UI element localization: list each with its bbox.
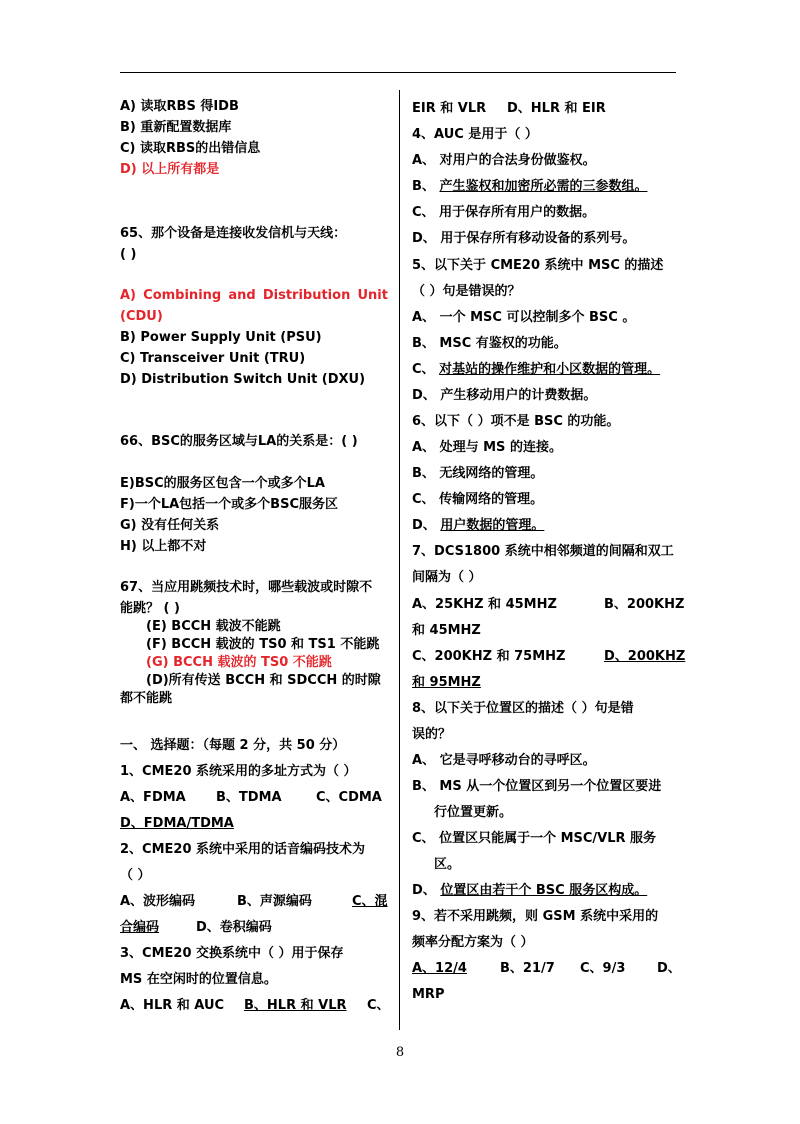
- column-divider: [399, 90, 400, 1030]
- s8-option-c-cont: 区。: [434, 857, 461, 872]
- s4-option-b: B、 产生鉴权和加密所必需的三参数组。: [412, 179, 648, 194]
- q65-option-a: A) Combining and Distribution Unit: [120, 288, 388, 303]
- s1-option-a: A、FDMA: [120, 790, 186, 805]
- q67-option-d: (D)所有传送 BCCH 和 SDCCH 的时隙: [146, 673, 381, 688]
- s3-title: 3、CME20 交换系统中（ ）用于保存: [120, 946, 344, 961]
- s9-title: 9、若不采用跳频，则 GSM 系统中采用的: [412, 909, 659, 924]
- q64-option-c: C) 读取RBS的出错信息: [120, 141, 261, 156]
- page-number: 8: [395, 1045, 405, 1060]
- s5-option-b: B、 MSC 有鉴权的功能。: [412, 336, 567, 351]
- q65-title-cont: ( ): [120, 247, 137, 262]
- s9-option-a: A、12/4: [412, 961, 467, 976]
- s9-option-d-cont: MRP: [412, 987, 445, 1002]
- s7-option-b: B、200KHZ: [604, 597, 685, 612]
- q65-option-b: B) Power Supply Unit (PSU): [120, 330, 322, 345]
- q65-option-c: C) Transceiver Unit (TRU): [120, 351, 306, 366]
- s6-option-c: C、 传输网络的管理。: [412, 492, 544, 507]
- s1-option-c: C、CDMA: [316, 790, 382, 805]
- s5-option-c: C、 对基站的操作维护和小区数据的管理。: [412, 362, 661, 377]
- s7-title-cont: 间隔为（ ）: [412, 570, 482, 585]
- s4-option-d: D、 用于保存所有移动设备的系列号。: [412, 231, 636, 246]
- s2-title: 2、CME20 系统中采用的话音编码技术为: [120, 842, 366, 857]
- s7-option-c: C、200KHZ 和 75MHZ: [412, 649, 566, 664]
- s2-option-c: C、混: [352, 894, 388, 909]
- s1-option-d: D、FDMA/TDMA: [120, 816, 234, 831]
- s3-title-cont: MS 在空闲时的位置信息。: [120, 972, 277, 987]
- s7-option-a: A、25KHZ 和 45MHZ: [412, 597, 557, 612]
- s2-option-a: A、波形编码: [120, 894, 196, 909]
- s5-option-a: A、 一个 MSC 可以控制多个 BSC 。: [412, 310, 636, 325]
- s2-option-b: B、声源编码: [237, 894, 312, 909]
- s9-option-b: B、21/7: [500, 961, 555, 976]
- s8-option-c: C、 位置区只能属于一个 MSC/VLR 服务: [412, 831, 657, 846]
- s6-title: 6、以下（ ）项不是 BSC 的功能。: [412, 414, 620, 429]
- q64-option-b: B) 重新配置数据库: [120, 120, 232, 135]
- q65-option-a-cont: (CDU): [120, 309, 163, 324]
- s8-option-b: B、 MS 从一个位置区到另一个位置区要进: [412, 779, 662, 794]
- s9-option-d: D、: [657, 961, 681, 976]
- s8-title: 8、以下关于位置区的描述（ ）句是错: [412, 701, 634, 716]
- q64-option-a: A) 读取RBS 得IDB: [120, 99, 239, 114]
- section-title: 一、 选择题：（每题 2 分，共 50 分）: [120, 738, 346, 753]
- s7-option-b-cont: 和 45MHZ: [412, 623, 481, 638]
- s6-option-b: B、 无线网络的管理。: [412, 466, 544, 481]
- q66-option-f: F)一个LA包括一个或多个BSC服务区: [120, 497, 338, 512]
- q66-option-e: E)BSC的服务区包含一个或多个LA: [120, 476, 325, 491]
- s9-title-cont: 频率分配方案为（ ）: [412, 935, 534, 950]
- s6-option-d: D、 用户数据的管理。: [412, 518, 545, 533]
- s4-option-c: C、 用于保存所有用户的数据。: [412, 205, 596, 220]
- header-rule: [120, 72, 676, 73]
- q65-option-d: D) Distribution Switch Unit (DXU): [120, 372, 366, 387]
- s3-option-d: D、HLR 和 EIR: [507, 101, 606, 116]
- s5-title-cont: （ ）句是错误的？: [412, 284, 521, 299]
- s1-option-b: B、TDMA: [216, 790, 282, 805]
- s3-option-a: A、HLR 和 AUC: [120, 998, 225, 1013]
- q66-title: 66、BSC的服务区域与LA的关系是：( ): [120, 434, 358, 449]
- s1-title: 1、CME20 系统采用的多址方式为（ ）: [120, 764, 357, 779]
- q67-option-g: (G) BCCH 载波的 TS0 不能跳: [146, 655, 332, 670]
- q67-title-cont: 能跳？ ( ): [120, 601, 180, 616]
- s8-title-cont: 误的？: [412, 727, 452, 742]
- s3-option-b: B、HLR 和 VLR: [244, 998, 347, 1013]
- s2-title-cont: （ ）: [120, 868, 151, 883]
- s2-option-d: D、卷积编码: [196, 920, 272, 935]
- s8-option-a: A、 它是寻呼移动台的寻呼区。: [412, 753, 596, 768]
- s7-option-d: D、200KHZ: [604, 649, 686, 664]
- s6-option-a: A、 处理与 MS 的连接。: [412, 440, 562, 455]
- s7-option-d-cont: 和 95MHZ: [412, 675, 481, 690]
- q66-option-h: H) 以上都不对: [120, 539, 207, 554]
- s4-title: 4、AUC 是用于（ ）: [412, 127, 538, 142]
- q65-title: 65、那个设备是连接收发信机与天线：: [120, 226, 347, 241]
- q67-option-d-cont: 都不能跳: [120, 691, 173, 706]
- s2-option-c-cont: 合编码: [120, 920, 160, 935]
- q67-title: 67、当应用跳频技术时，哪些载波或时隙不: [120, 580, 373, 595]
- s4-option-a: A、 对用户的合法身份做鉴权。: [412, 153, 596, 168]
- s3-option-c-cont: EIR 和 VLR: [412, 101, 487, 116]
- s3-option-c: C、: [367, 998, 390, 1013]
- s7-title: 7、DCS1800 系统中相邻频道的间隔和双工: [412, 544, 674, 559]
- q64-option-d: D) 以上所有都是: [120, 162, 220, 177]
- q67-option-f: (F) BCCH 载波的 TS0 和 TS1 不能跳: [146, 637, 380, 652]
- s9-option-c: C、9/3: [580, 961, 626, 976]
- s5-option-d: D、 产生移动用户的计费数据。: [412, 388, 597, 403]
- q67-option-e: (E) BCCH 载波不能跳: [146, 619, 281, 634]
- q66-option-g: G) 没有任何关系: [120, 518, 220, 533]
- s8-option-d: D、 位置区由若干个 BSC 服务区构成。: [412, 883, 648, 898]
- s5-title: 5、以下关于 CME20 系统中 MSC 的描述: [412, 258, 664, 273]
- s8-option-b-cont: 行位置更新。: [434, 805, 513, 820]
